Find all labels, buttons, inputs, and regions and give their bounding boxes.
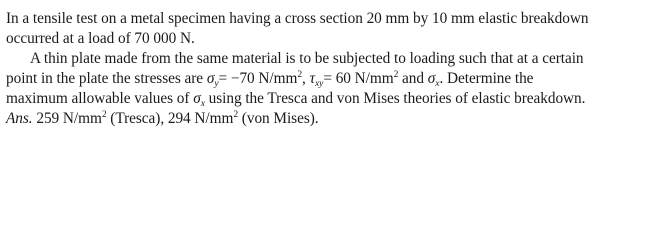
sub-xy: xy (315, 79, 324, 89)
problem-text (6, 9, 642, 129)
tau-glyph: τ (309, 70, 316, 87)
shear-value: = 60 N/mm (323, 70, 394, 87)
sub-x-a: x (435, 79, 440, 89)
para2-line2 (6, 69, 642, 89)
sup-2-a: 2 (297, 70, 303, 80)
tau-xy-symbol (310, 70, 324, 87)
answer-vonmises-text: (von Mises). (238, 110, 319, 127)
para2-line1-text: A thin plate made from the same material is to be subjected to loading such that at a certain (30, 50, 584, 67)
determine-text: . Determine the (439, 70, 534, 87)
comma-a: , (302, 70, 310, 87)
answer-line (6, 109, 642, 129)
sub-y: y (214, 79, 219, 89)
para1-line1-text: In a tensile test on a metal specimen having a cross section 20 mm by 10 mm elastic breakdown (6, 10, 589, 27)
sigma-glyph-b: σ (427, 70, 436, 87)
sigma-y-symbol (207, 70, 219, 87)
sup-2-d: 2 (233, 110, 239, 120)
answer-value-tresca: 259 N/mm (36, 110, 102, 127)
para2-line2-start: point in the plate the stresses are (6, 70, 204, 87)
sigma-x-symbol-a (428, 70, 440, 87)
para2-line3-end: using the Tresca and von Mises theories of elastic breakdown. (204, 90, 586, 107)
and-text: and (398, 70, 428, 87)
stress-y-value: = −70 N/mm (218, 70, 298, 87)
para1-line1 (6, 9, 642, 29)
para1-line2 (6, 29, 642, 49)
sup-2-b: 2 (393, 70, 399, 80)
para2-line3 (6, 89, 642, 109)
sup-2-c: 2 (101, 110, 107, 120)
sigma-x-symbol-b (193, 90, 205, 107)
sigma-glyph: σ (206, 70, 215, 87)
sub-x-b: x (200, 99, 205, 109)
sigma-glyph-c: σ (193, 90, 201, 107)
para1-line2-text: occurred at a load of 70 000 N. (6, 30, 195, 47)
para2-line3-start: maximum allowable values of (6, 90, 190, 107)
answer-label: Ans. (6, 110, 33, 127)
answer-tresca-text: (Tresca), 294 N/mm (106, 110, 234, 127)
para2-line1 (6, 49, 642, 69)
